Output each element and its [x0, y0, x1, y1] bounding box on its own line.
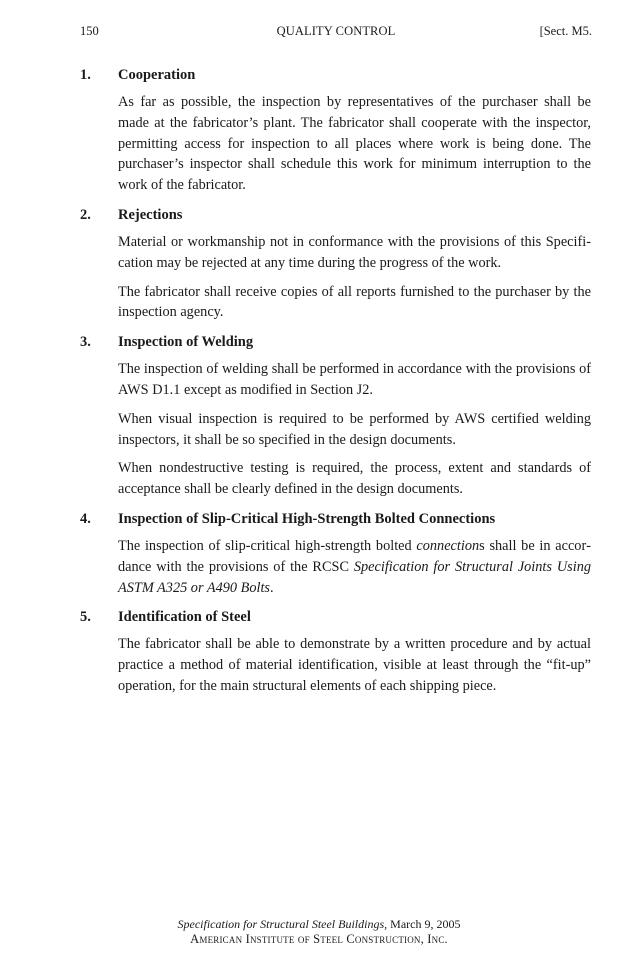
section-rejections [80, 206, 591, 323]
section-title: Cooperation [118, 67, 196, 83]
section-number: 1. [80, 67, 91, 83]
italic-term: connection [416, 537, 480, 554]
spec-date: March 9, 2005 [387, 917, 461, 931]
section-number: 2. [80, 206, 91, 223]
section-heading [80, 510, 591, 529]
section-title: Identification of Steel [118, 609, 251, 626]
document-body [80, 66, 591, 697]
publisher-name: American Institute of Steel Construction, Inc. [190, 932, 448, 946]
page-number: 150 [80, 24, 99, 38]
section-number: 4. [80, 510, 91, 527]
paragraph: As far as possible, the inspection by representatives of the purchaser shall be made at the fabricator’s plant. The fabricator shall cooperate with the inspector, permitting access for inspection to all places where work is being done. The purchaser’s inspector shall schedule this work for minimum interruption to the work of the fabricator. [118, 94, 591, 194]
paragraph: Material or workmanship not in conformance with the provisions of this Specification may be rejected at any time during the progress of the work. [118, 233, 591, 271]
section-inspection-of-welding [80, 333, 591, 500]
paragraph: The inspection of welding shall be performed in accordance with the provisions of AWS D1.1 except as modified in Section J2. [118, 361, 591, 398]
section-heading [80, 206, 591, 225]
paragraph: When visual inspection is required to be performed by AWS certified welding inspectors, it shall be so specified in the design documents. [118, 410, 591, 448]
section-heading [80, 333, 591, 352]
running-header [80, 24, 592, 40]
paragraph: When nondestructive testing is required, the process, extent and standards of acceptance shall be clearly defined in the design documents. [118, 460, 591, 498]
section-cooperation [80, 66, 591, 196]
cited-specification-title: Specification for Structural Joints Using ASTM A325 or A490 Bolts [118, 558, 591, 596]
section-reference: [Sect. M5. [539, 24, 592, 38]
section-identification-of-steel [80, 608, 591, 696]
section-number: 5. [80, 609, 91, 626]
section-number: 3. [80, 334, 91, 351]
section-heading [80, 608, 591, 627]
section-title: Inspection of Slip-Critical High-Strength Bolted Connections [118, 510, 496, 527]
chapter-title: QUALITY CONTROL [276, 24, 396, 38]
paragraph: The fabricator shall receive copies of all reports furnished to the purchaser by the inspection agency. [118, 283, 591, 321]
spec-title: Specification for Structural Steel Buildings, [177, 917, 388, 931]
section-title: Rejections [118, 206, 183, 223]
paragraph: The fabricator shall be able to demonstrate by a written procedure and by actual practice a method of material identification, visible at least through the “fit-up” operation, for the main structural elements of each shipping piece. [118, 636, 591, 694]
paragraph: The inspection of slip-critical high-strength bolted connections shall be in accordance with the provisions of the RCSC Specification for Structural Joints Using ASTM A325 or A490 Bolts. [118, 537, 591, 596]
section-bolted-connections [80, 510, 591, 598]
section-title: Inspection of Welding [118, 334, 254, 351]
section-heading [80, 66, 591, 85]
page-footer [0, 917, 638, 947]
footer-spec-line [0, 917, 638, 932]
